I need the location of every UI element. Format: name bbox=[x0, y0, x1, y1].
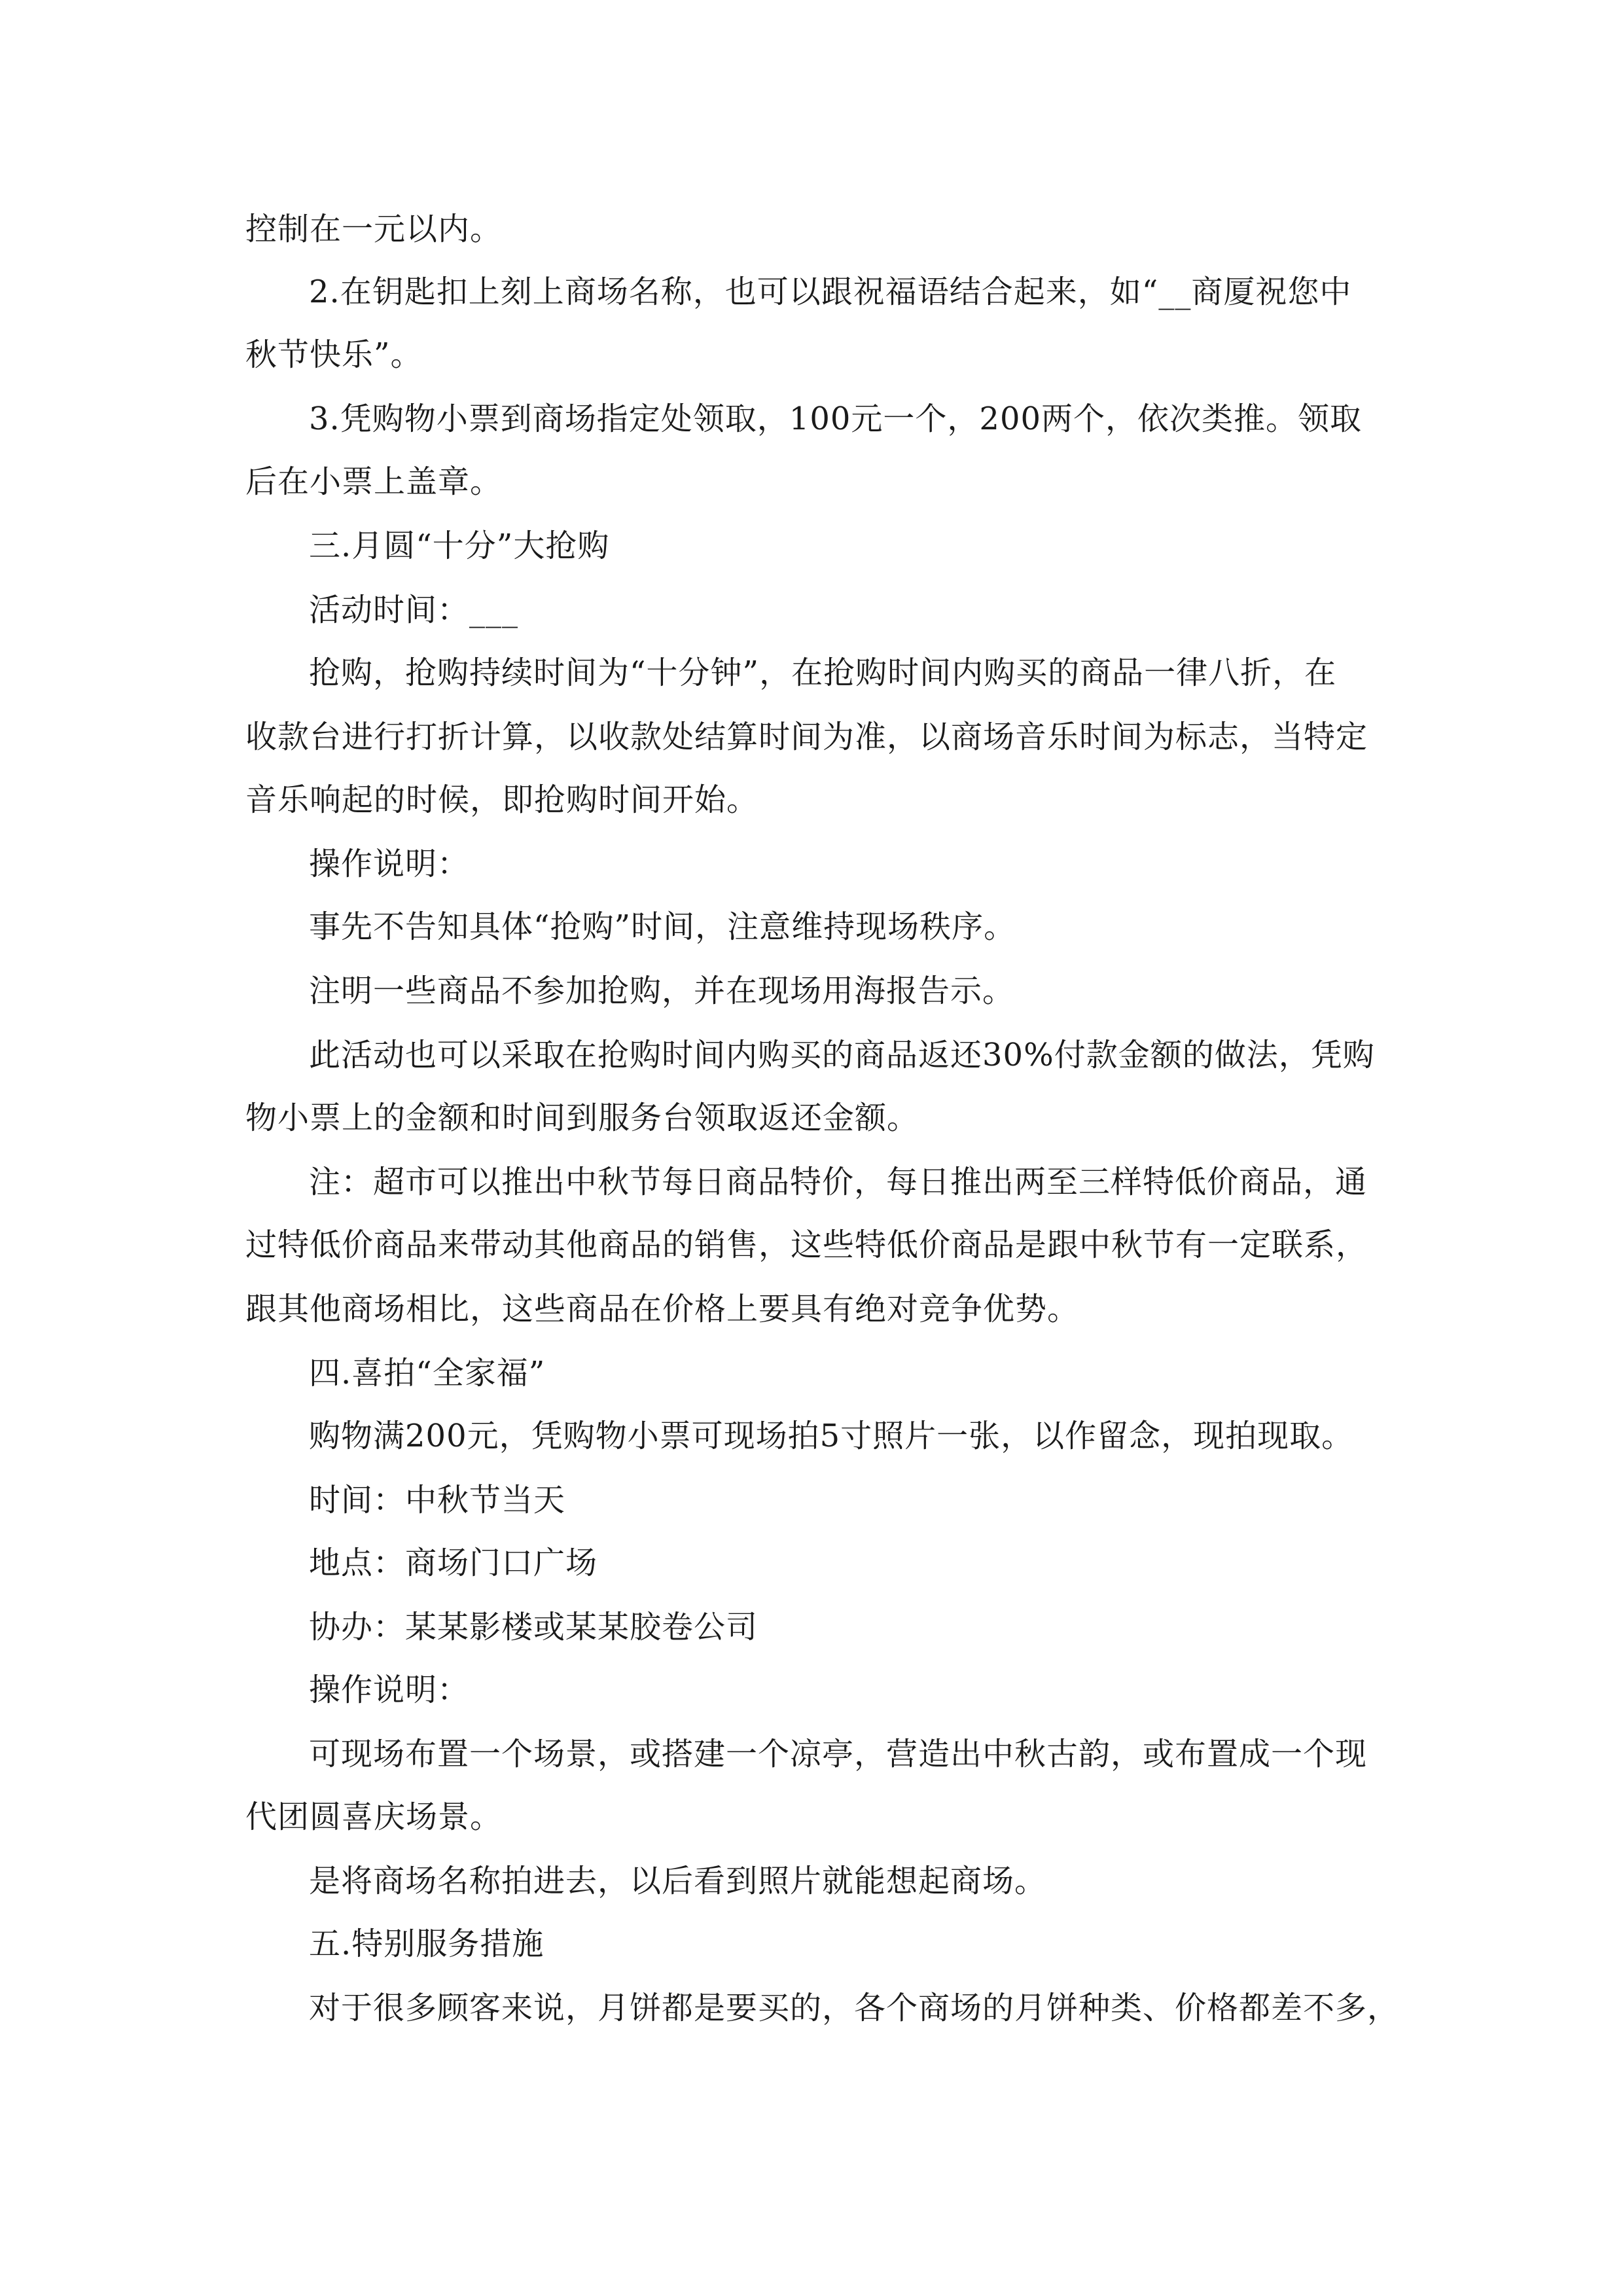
text-line: 代团圆喜庆场景。 bbox=[245, 1799, 503, 1835]
text-line: 操作说明： bbox=[309, 1672, 470, 1708]
text-line: 购物满200元，凭购物小票可现场拍5寸照片一张，以作留念，现拍现取。 bbox=[309, 1418, 1354, 1454]
text-line: 此活动也可以采取在抢购时间内购买的商品返还30%付款金额的做法，凭购 bbox=[309, 1037, 1375, 1073]
text-line: 收款台进行打折计算，以收款处结算时间为准，以商场音乐时间为标志，当特定 bbox=[245, 719, 1368, 755]
text-line: 可现场布置一个场景，或搭建一个凉亭，营造出中秋古韵，或布置成一个现 bbox=[309, 1736, 1368, 1772]
text-line: 后在小票上盖章。 bbox=[245, 463, 503, 500]
section-heading: 四.喜拍“全家福” bbox=[309, 1355, 546, 1391]
text-line: 协办：某某影楼或某某胶卷公司 bbox=[309, 1609, 758, 1645]
text-line: 控制在一元以内。 bbox=[245, 211, 503, 247]
text-line: 注：超市可以推出中秋节每日商品特价，每日推出两至三样特低价商品，通 bbox=[309, 1164, 1368, 1200]
section-heading: 五.特别服务措施 bbox=[309, 1926, 544, 1962]
text-line: 是将商场名称拍进去，以后看到照片就能想起商场。 bbox=[309, 1863, 1047, 1899]
text-line: 活动时间：___ bbox=[309, 592, 519, 628]
text-line: 跟其他商场相比，这些商品在价格上要具有绝对竞争优势。 bbox=[245, 1291, 1080, 1327]
text-line: 注明一些商品不参加抢购，并在现场用海报告示。 bbox=[309, 973, 1015, 1009]
text-line: 过特低价商品来带动其他商品的销售，这些特低价商品是跟中秋节有一定联系， bbox=[245, 1227, 1368, 1263]
text-line: 时间：中秋节当天 bbox=[309, 1482, 566, 1518]
text-line: 事先不告知具体“抢购”时间，注意维持现场秩序。 bbox=[309, 908, 1016, 945]
text-line: 对于很多顾客来说，月饼都是要买的，各个商场的月饼种类、价格都差不多， bbox=[309, 1990, 1400, 2026]
text-line: 物小票上的金额和时间到服务台领取返还金额。 bbox=[245, 1100, 919, 1136]
text-line: 音乐响起的时候，即抢购时间开始。 bbox=[245, 781, 759, 818]
text-line: 秋节快乐”。 bbox=[245, 336, 423, 373]
section-heading: 三.月圆“十分”大抢购 bbox=[309, 528, 610, 564]
text-line: 3.凭购物小票到商场指定处领取，100元一个，200两个，依次类推。领取 bbox=[309, 401, 1363, 437]
text-line: 地点：商场门口广场 bbox=[309, 1545, 598, 1581]
text-line: 操作说明： bbox=[309, 846, 470, 882]
text-line: 2.在钥匙扣上刻上商场名称，也可以跟祝福语结合起来，如“__商厦祝您中 bbox=[309, 274, 1352, 310]
text-line: 抢购，抢购持续时间为“十分钟”，在抢购时间内购买的商品一律八折，在 bbox=[309, 655, 1337, 691]
